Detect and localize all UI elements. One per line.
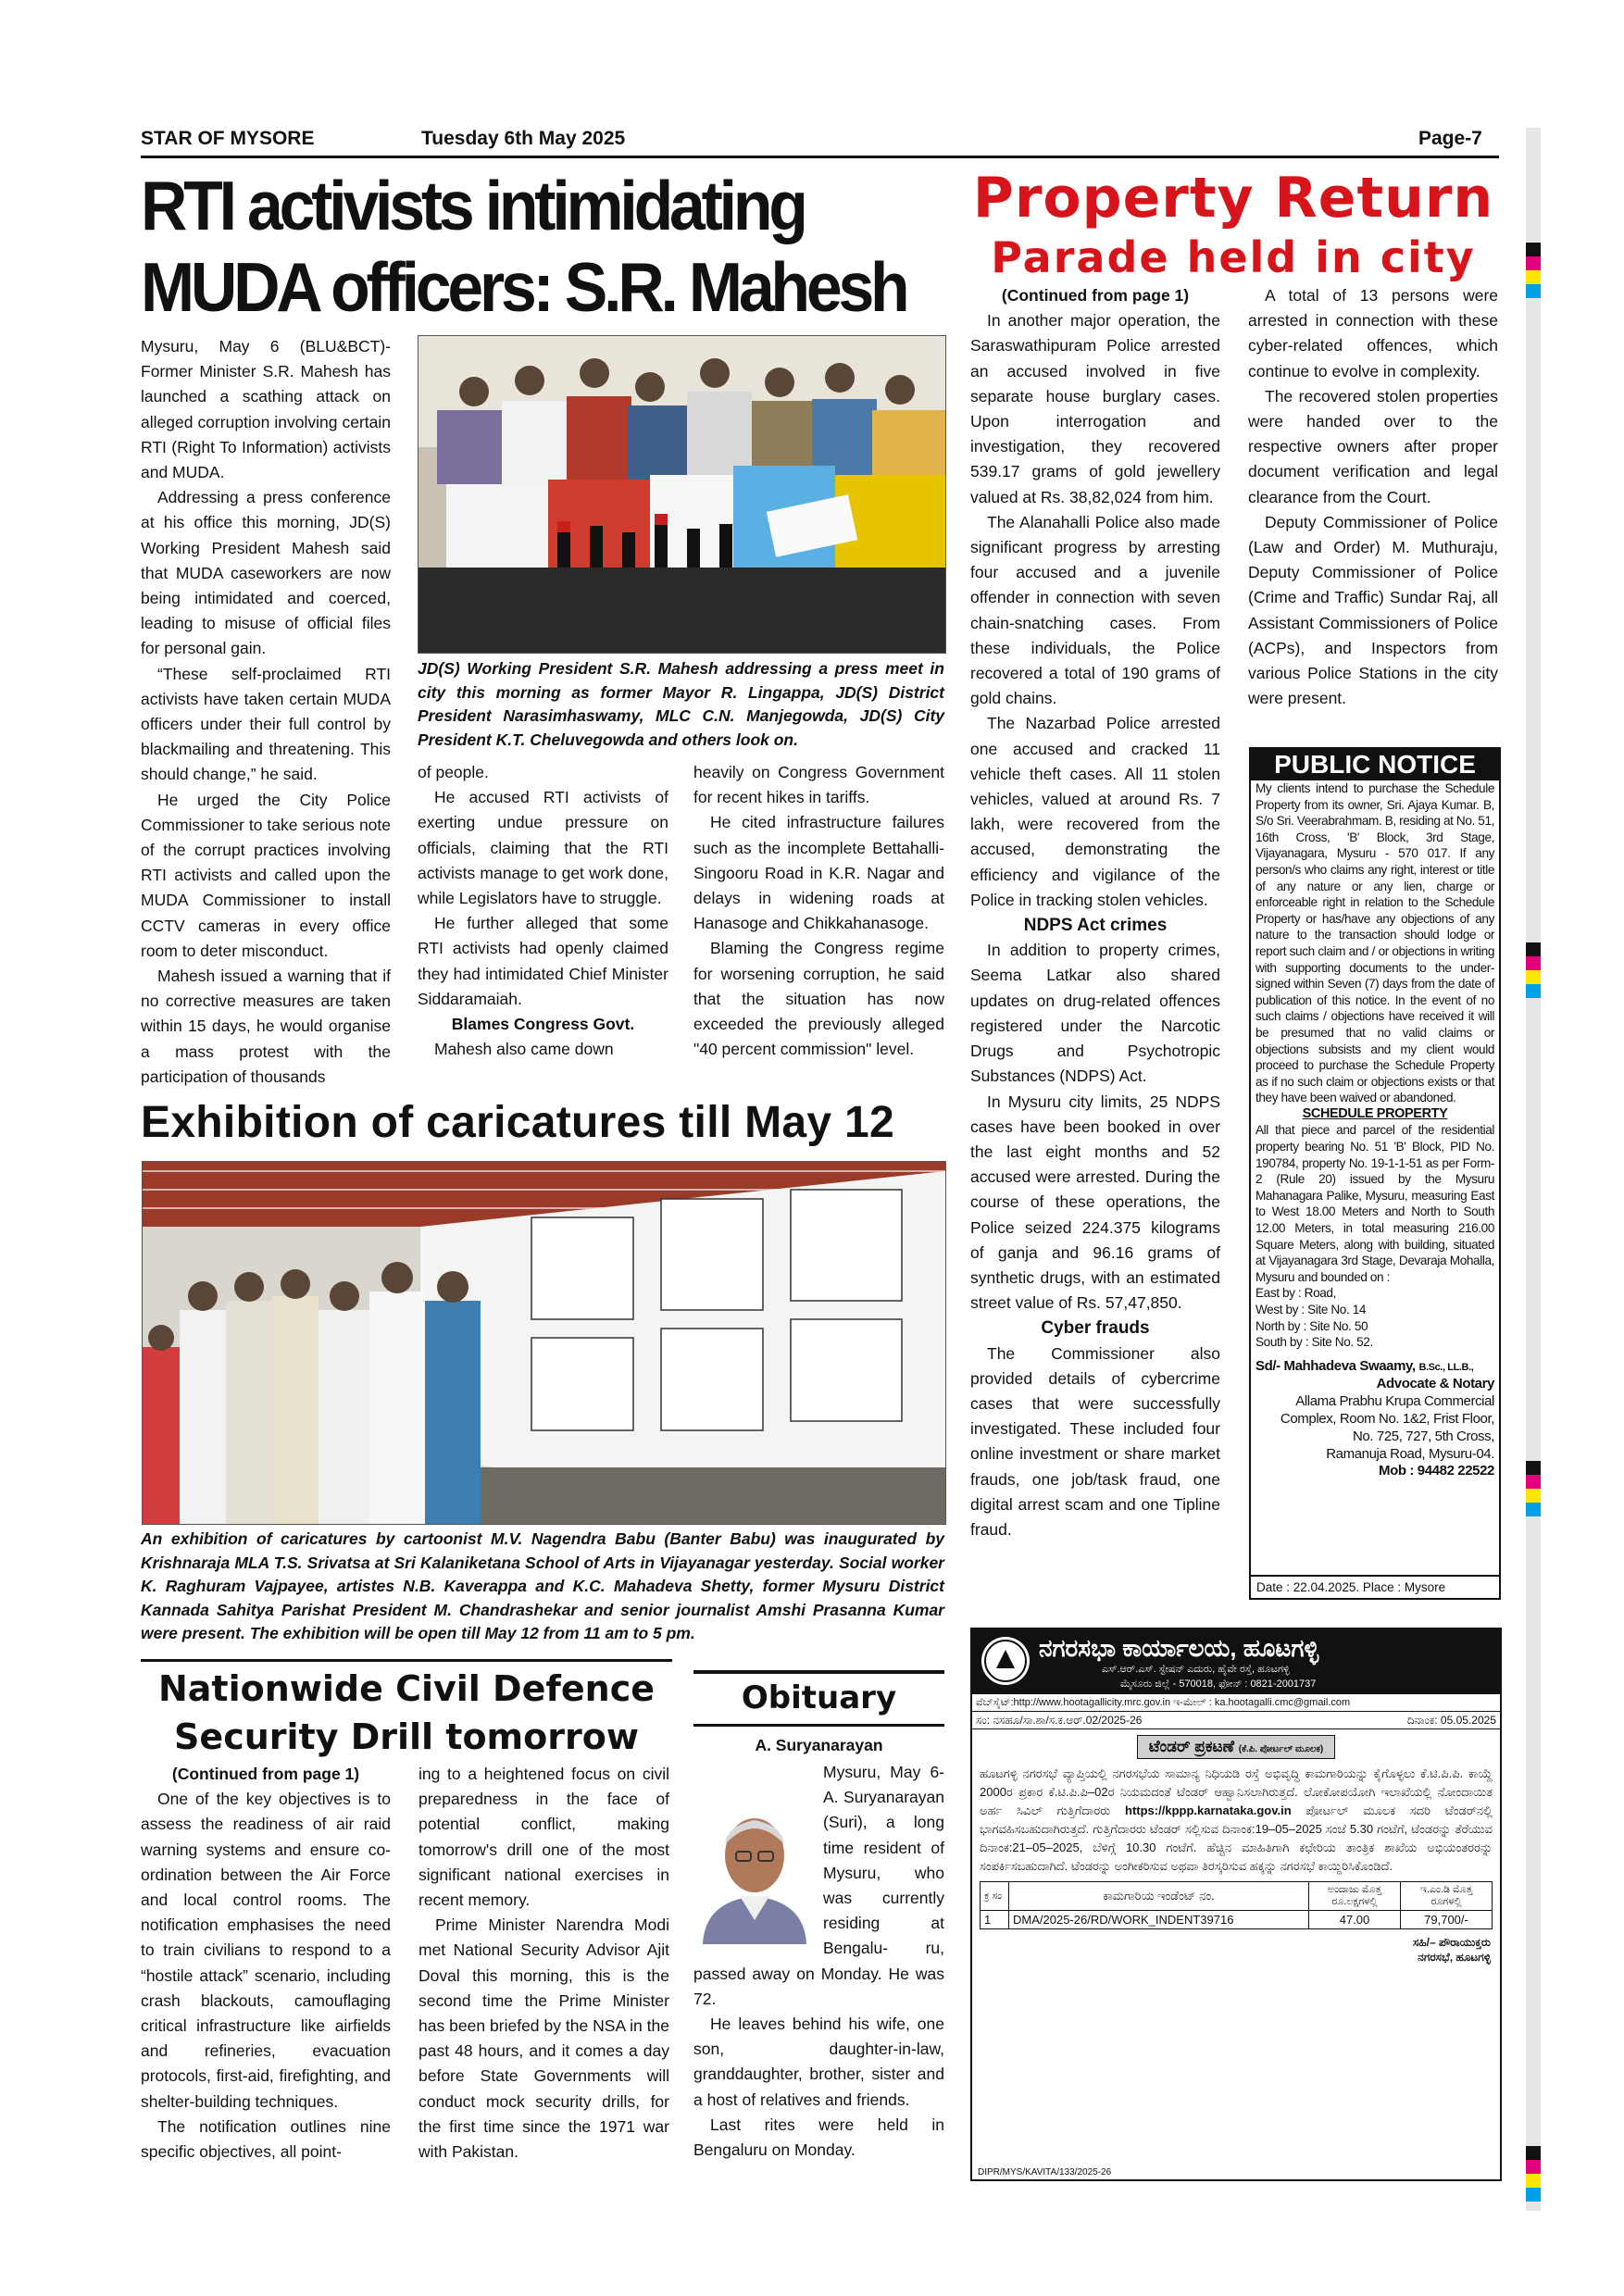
bound-west: West by : Site No. 14 [1255, 1303, 1367, 1316]
property-paragraph: The Alanahalli Police also made significant progress by arresting four accused and a juvenile offender in connection with seven chain-snatching cases. From these individuals, the Police recovered a total of 190 grams of gold chains. [970, 512, 1220, 708]
civil-column-1 [141, 1762, 391, 2165]
rti-paragraph: He further alleged that some RTI activists had openly claimed they had intimidated Chief Minister Siddaramaiah. [418, 914, 668, 1008]
tender-body-text-2: ಪೋರ್ಟಲ್ ಮೂಲಕ ಸದರಿ ಟೆಂಡರ್‌ನಲ್ಲಿ ಭಾಗವಹಿಸಬಹುದಾಗಿರುತ್ತದೆ. ಗುತ್ತಿಗೆದಾರರು ಟೆಂಡರ್ ಸಲ್ಲಿಸುವ ದಿನಾಂಕ:19–05–2025 ಸಂಜೆ 5.30 ಗಂಟೆಗೆ, ಟೆಂಡರನ್ನು ತೆರೆಯುವ ದಿನಾಂಕ:21–05–2025, ಬೆಳಿಗ್ಗೆ 10.30 ಗಂಟೆಗೆ. ಹೆಚ್ಚಿನ ಮಾಹಿತಿಗಾಗಿ ಕಛೇರಿಯ ತಾಂತ್ರಿಕ ಶಾಖೆಯ ಅಭಿಯಂತರರನ್ನು ಸಂಪರ್ಕಿಸಬಹುದಾಗಿದೆ. ಟೆಂಡರನ್ನು ಅಂಗೀಕರಿಸುವ ಅಥವಾ ತಿರಸ್ಕರಿಸುವ ಹಕ್ಕನ್ನು ನಗರಸಭೆ ಕಾಯ್ದಿರಿಸಿಕೊಂಡಿದೆ. [980, 1803, 1493, 1873]
rti-column-2 [418, 760, 668, 1062]
masthead-page: Page-7 [1418, 128, 1482, 149]
col-header-sl: ಕ್ರ ಸಂ [981, 1882, 1009, 1911]
col-header-estimate: ಅಂದಾಜು ಮೊತ್ತ ರೂ.ಲಕ್ಷಗಳಲ್ಲಿ [1309, 1882, 1401, 1911]
cell-indent: DMA/2025-26/RD/WORK_INDENT39716 [1009, 1911, 1309, 1929]
exhibition-photo [142, 1161, 946, 1525]
obituary-paragraph-1-rest: ru, passed away on Monday. He was 72. [693, 1939, 944, 2008]
tender-sign [972, 1929, 1500, 1965]
tender-address-1: ಎಸ್.ಆರ್.ಎಸ್. ಸ್ಟೇಷನ್ ಎದುರು, ಹೈವೇ ರಸ್ತೆ, ಹೂಟಗಳ್ಳಿ [1102, 1664, 1290, 1675]
civil-paragraph: Prime Minister Narendra Modi met National Security Advisor Ajit Doval this morning, this is the second time the Prime Minister has been briefed by the NSA in the past 48 hours, and it comes a day before State Governments will conduct mock security drills, for the first time since the 1971 war with Pakistan. [418, 1915, 669, 2162]
exhibition-caption: An exhibition of caricatures by cartoonist M.V. Nagendra Babu (Banter Babu) was inaugurated by Krishnaraja MLA T.S. Srivatsa at Sri Kalaniketana School of Arts in Vijayanagar yesterday. Social worker K. Raghuram Vajpayee, artistes N.B. Kaverappa and K.C. Mahadeva Shetty, former Mysuru District Kannada Sahitya Parishat President M. Chandrashekar and senior journalist Amshi Prasanna Kumar were present. The exhibition will be open till May 12 from 11 am to 5 pm. [141, 1529, 944, 1642]
rti-paragraph: Blaming the Congress regime for worsening corruption, he said that the situation has now exceeded the previously alleged "40 percent commission" level. [693, 939, 944, 1059]
tender-subtitle: (ಕೆ.ಪಿ. ಪೋರ್ಟಲ್ ಮೂಲಕ) [1238, 1744, 1324, 1754]
rti-paragraph: Mahesh issued a warning that if no corrective measures are taken within 15 days, he would organise a mass protest with the participation of thousands [141, 967, 391, 1086]
property-headline-line2: Parade held in city [991, 232, 1476, 282]
obituary-body [693, 1760, 944, 2163]
press-meet-photo [418, 335, 946, 654]
address-line: Ramanuja Road, Mysuru-04. [1326, 1445, 1494, 1462]
tender-notice-box [970, 1628, 1502, 2181]
rti-paragraph: Mysuru, May 6 (BLU&BCT)- Former Minister S.R. Mahesh has launched a scathing attack on alleged corruption involving certain RTI (Right To Information) activists and MUDA. [141, 337, 391, 482]
rti-paragraph: heavily on Congress Government for recent hikes in tariffs. [693, 763, 944, 807]
cell-sl: 1 [981, 1911, 1009, 1929]
property-paragraph: The recovered stolen properties were handed over to the respective owners after proper document verification and legal clearance from the Court. [1248, 386, 1498, 506]
tender-title [1137, 1735, 1335, 1759]
property-headline-line1: Property Return [972, 166, 1494, 231]
portrait-float-space [693, 1760, 823, 1950]
bound-south: South by : Site No. 52. [1255, 1335, 1373, 1350]
obituary-title: Obituary [741, 1679, 897, 1716]
tender-table-header [981, 1882, 1493, 1911]
tender-table [980, 1881, 1493, 1929]
obituary-paragraph: Last rites were held in Bengaluru on Monday. [693, 2115, 944, 2160]
civil-headline-line1: Nationwide Civil Defence [157, 1668, 656, 1709]
rti-paragraph: He accused RTI activists of exerting undue pressure on officials, claiming that the RTI activists manage to get work done, while Legislators have to struggle. [418, 788, 668, 908]
continued-label: (Continued from page 1) [1001, 286, 1190, 305]
tender-address-2: ಮೈಸೂರು ಜಿಲ್ಲೆ - 570018, ಫೋನ್ : 0821-2001737 [1120, 1678, 1317, 1690]
rti-paragraph: Addressing a press conference at his office this morning, JD(S) Working President Mahesh said that MUDA caseworkers are now being intimidated and coerced, leading to misuse of official files for personal gain. [141, 488, 391, 658]
col-header-indent: ಕಾಮಗಾರಿಯ ಇಂಡೆಂಟ್ ನಂ. [1009, 1882, 1309, 1911]
property-paragraph: The Commissioner also provided details of cybercrime cases that were successfully investigated. These included four online investment or share market frauds, one job/task fraud, one digital arrest scam and one Tipline fraud. [970, 1343, 1220, 1539]
tender-header [972, 1629, 1500, 1694]
signatory-mobile: Mob : 94482 22522 [1379, 1462, 1494, 1479]
property-paragraph: The Nazarbad Police arrested one accused and cracked 11 vehicle theft cases. All 11 stolen vehicles, valued at around Rs. 7 lakh, were recovered from the accused, demonstrating the efficiency and vigilance of the Police in tracking stolen vehicles. [970, 714, 1220, 909]
rti-headline [141, 165, 906, 328]
bound-east: East by : Road, [1255, 1286, 1336, 1301]
press-meet-caption: JD(S) Working President S.R. Mahesh addressing a press meet in city this morning as former Mayor R. Lingappa, JD(S) District President Narasimhaswamy, MLC C.N. Manjegowda, JD(S) City President K.T. Cheluvegowda and others look on. [418, 659, 944, 749]
tender-sign-line1: ಸಹಿ/– ಪೌರಾಯುಕ್ತರು [1413, 1936, 1491, 1949]
rti-subhead: Blames Congress Govt. [451, 1015, 635, 1034]
signatory-role: Advocate & Notary [1376, 1376, 1494, 1392]
exhibition-headline: Exhibition of caricatures till May 12 [141, 1098, 894, 1147]
masthead-rule [141, 156, 1499, 158]
tender-table-wrap [972, 1876, 1500, 1929]
property-paragraph: In addition to property crimes, Seema Latkar also shared updates on drug-related offences registered under the Narcotic Drugs and Psychotropic Substances (NDPS) Act. [970, 941, 1220, 1086]
cell-estimate: 47.00 [1309, 1911, 1401, 1929]
rti-column-1 [141, 334, 391, 1090]
rti-paragraph: He urged the City Police Commissioner to take serious note of the corrupt practices involving RTI activists and called upon the MUDA Commissioner to install CCTV cameras in every office room to deter misconduct. [141, 790, 391, 960]
tender-dipr: DIPR/MYS/KAVITA/133/2025-26 [978, 2167, 1112, 2177]
signatory: Sd/- Mahhadeva Swaamy, [1255, 1357, 1416, 1374]
rti-column-3 [693, 760, 944, 1062]
rti-headline-line2: MUDA officers: S.R. Mahesh [141, 248, 906, 326]
address-line: No. 725, 727, 5th Cross, [1353, 1428, 1494, 1444]
property-paragraph: Deputy Commissioner of Police (Law and Order) M. Muthuraju, Deputy Commissioner of Police (Crime and Traffic) Sundar Raj, all Assistant Commissioners of Police (ACPs), and Inspectors from various Police Stations in the city were present. [1248, 512, 1498, 708]
rti-paragraph: Mahesh also came down [434, 1040, 614, 1059]
civil-headline-line2: Security Drill tomorrow [174, 1716, 639, 1757]
continued-label: (Continued from page 1) [171, 1765, 360, 1783]
civil-paragraph: The notification outlines nine specific objectives, all point- [141, 2116, 391, 2162]
civil-rule [141, 1659, 672, 1662]
emblem-icon [981, 1637, 1030, 1685]
rti-headline-line1: RTI activists intimidating [141, 167, 805, 244]
signatory-qualification: B.Sc., LL.B., [1418, 1361, 1474, 1373]
property-column-a [970, 283, 1220, 1542]
ndps-subhead: NDPS Act crimes [1023, 916, 1168, 936]
table-row [981, 1911, 1493, 1929]
tender-sign-line2: ನಗರಸಭೆ, ಹೂಟಗಳ್ಳಿ [1418, 1951, 1491, 1964]
civil-paragraph: One of the key objectives is to assess the readiness of air raid warning systems and ensure co-ordination between the Air Force and local control rooms. The notification emphasises the need to train civilians to respond to a “hostile attack” scenario, including crash blackouts, camouflaging critical infrastructure like airfields and refineries, evacuation protocols, first-aid, firefighting, and shelter-building techniques. [141, 1790, 391, 2111]
tender-title-row [972, 1735, 1500, 1759]
masthead-date: Tuesday 6th May 2025 [421, 128, 626, 149]
address-line: Complex, Room No. 1&2, Frist Floor, [1280, 1410, 1494, 1427]
rti-paragraph: He cited infrastructure failures such as the incomplete Bettahalli-Singooru Road in K.R. Nagar and delays in widening roads at Hanasoge and Chikkahanasoge. [693, 813, 944, 933]
tender-date: ದಿನಾಂಕ: 05.05.2025 [1406, 1714, 1496, 1727]
public-notice-title: PUBLIC NOTICE [1251, 749, 1499, 780]
tender-body-text: ಹೂಟಗಳ್ಳಿ ನಗರಸಭೆ ವ್ಯಾಪ್ತಿಯಲ್ಲಿ ನಗರಸಭೆಯ ಸಾಮಾನ್ಯ ನಿಧಿಯಡಿ ರಸ್ತೆ ಅಭಿವೃದ್ಧಿ ಕಾಮಗಾರಿಯನ್ನು ಕೈಗೊಳ್ಳಲು ಕೆ.ಟಿ.ಪಿ.ಪಿ. ಕಾಯ್ದೆ 2000ರ ಪ್ರಕಾರ ಕೆ.ಟಿ.ಪಿ.ಪಿ–02ರ ನಿಯಮದಂತೆ ಟೆಂಡರ್ ಆಹ್ವಾನಿಸಲಾಗಿರುತ್ತದೆ. ಲೋಕೋಪಯೋಗಿ ಇಲಾಖೆಯಲ್ಲಿ ನೋಂದಾಯಿತ ಅರ್ಹ ಸಿವಿಲ್ ಗುತ್ತಿಗೆದಾರರು [980, 1766, 1493, 1817]
tender-title-text: ಟೆಂಡರ್ ಪ್ರಕಟಣೆ [1148, 1738, 1234, 1755]
public-notice-footer: Date : 22.04.2025. Place : Mysore [1251, 1575, 1499, 1598]
bound-north: North by : Site No. 50 [1255, 1318, 1368, 1333]
tender-web: ವೆಬ್‌ಸೈಟ್:http://www.hootagallicity.mrc.gov.in ಇ-ಮೇಲ್ : ka.hootagalli.cmc@gmail.com [972, 1694, 1500, 1712]
property-paragraph: A total of 13 persons were arrested in connection with these cyber-related offences, which continue to evolve in complexity. [1248, 286, 1498, 381]
civil-column-2 [418, 1762, 669, 2165]
signatory-line [1251, 1358, 1499, 1377]
tender-ref-row [972, 1712, 1500, 1729]
tender-ref: ಸಂ: ನಸಹೂ/ಸಾ.ಶಾ/ಸ.ಕ.ಆರ್.02/2025-26 [976, 1714, 1143, 1727]
public-notice-body: My clients intend to purchase the Schedule Property from its owner, Sri. Ajaya Kumar. B, S/o Sri. Veerabrahmam. B, residing at No. 51, 16th Cross, 'B' Block, 3rd Stage, Vijayanagara, Mysuru - 570 017. If any person/s who claims any right, interest or title of any nature or any lien, charge or enforceable right in relation to the Schedule Property or has/have any objections of any nature to the transaction should lodge or report such claim and / or objections in writing with supporting documents to the under-signed within Seven (7) days from the date of publication of this notice. In the event of no such claims / objections have received it will be presumed that no valid claims or objections subsists and my client would proceed to purchase the Schedule Property as if no such claim or objections exists or that they have been waived or abandoned. [1255, 781, 1494, 1105]
obituary-paragraph [693, 1760, 944, 2012]
signatory-address [1251, 1392, 1499, 1463]
civil-headline [141, 1665, 672, 1761]
obituary-rule-bottom [693, 1724, 944, 1727]
masthead-paper: STAR OF MYSORE [141, 128, 315, 149]
property-paragraph: In Mysuru city limits, 25 NDPS cases have been booked in over the last eight months and 52 accused were arrested. During the course of these operations, the Police seized 224.375 kilograms of ganja and 96.16 grams of synthetic drugs, with an estimated street value of Rs. 57,47,850. [970, 1092, 1220, 1313]
obituary-paragraph-1: Mysuru, May 6- A. Suryanarayan (Suri), a long time resident of Mysuru, who was currently residing at Bengalu- [823, 1763, 944, 1958]
print-registration-bar [1526, 128, 1541, 2211]
tender-body [972, 1765, 1500, 1876]
rti-paragraph: “These self-proclaimed RTI activists have taken certain MUDA officers under their full control by blackmailing and threatening. This should change,” he said. [141, 664, 391, 784]
property-paragraph: In another major operation, the Saraswathipuram Police arrested an accused involved in five separate house burglary cases. Upon interrogation and investigation, they recovered 539.17 grams of gold jewellery valued at Rs. 38,82,024 from him. [970, 311, 1220, 506]
property-column-b [1248, 283, 1498, 711]
cell-emd: 79,700/- [1401, 1911, 1493, 1929]
schedule-bounds [1251, 1285, 1499, 1350]
col-header-emd: ಇ.ಎಂ.ಡಿ ಮೊತ್ತ ರೂಗಳಲ್ಲಿ [1401, 1882, 1493, 1911]
tender-portal-link[interactable]: https://kppp.karnataka.gov.in [1125, 1803, 1292, 1817]
schedule-body: All that piece and parcel of the residential property bearing No. 51 'B' Block, PID No. 190784, property No. 19-1-1-51 as per Form-2 (Rule 20) issued by the Mysuru Mahanagara Palike, Mysuru, measuring East to West 18.00 Meters and North to South 12.00 Meters, in total measuring 216.00 Square Meters, along with building, situated at Vijayanagara 3rd Stage, Devaraja Mohalla, Mysuru and bounded on : [1255, 1123, 1494, 1284]
obituary-name: A. Suryanarayan [755, 1736, 883, 1754]
cyber-subhead: Cyber frauds [1041, 1318, 1150, 1339]
civil-paragraph: ing to a heightened focus on civil preparedness in the face of potential conflict, making tomorrow's drill one of the most significant national exercises in recent memory. [418, 1765, 669, 1910]
schedule-title: SCHEDULE PROPERTY [1302, 1105, 1448, 1121]
rti-paragraph: of people. [418, 763, 489, 781]
address-line: Allama Prabhu Krupa Commercial [1295, 1392, 1494, 1409]
tender-org: ನಗರಸಭಾ ಕಾರ್ಯಾಲಯ, ಹೂಟಗಳ್ಳಿ [1039, 1634, 1319, 1662]
obituary-paragraph: He leaves behind his wife, one son, daughter-in-law, granddaughter, brother, sister and a host of relatives and friends. [693, 2015, 944, 2109]
public-notice-box [1249, 747, 1501, 1600]
